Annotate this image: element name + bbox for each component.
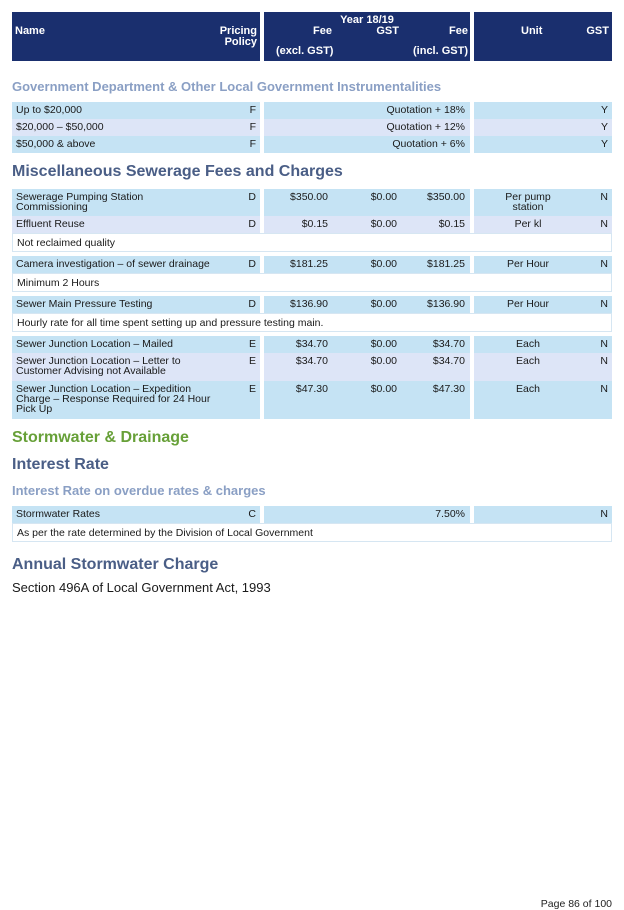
row-gst-amount: $0.00: [370, 258, 397, 270]
row-policy: E: [248, 338, 256, 350]
table-row: [12, 119, 612, 136]
row-gst-amount: $0.00: [370, 355, 397, 367]
row-fee-excl: $350.00: [290, 191, 328, 203]
row-gst-amount: $0.00: [370, 338, 397, 350]
row-fee: Quotation + 12%: [386, 121, 465, 133]
row-gst: N: [600, 218, 608, 230]
header-fee-excl-sub: (excl. GST): [276, 45, 334, 57]
row-fee-incl: $181.25: [427, 258, 465, 270]
row-gst: N: [600, 355, 608, 367]
row-gst: N: [600, 383, 608, 395]
row-policy: F: [249, 104, 256, 116]
note-text: As per the rate determined by the Division of Local Government: [17, 527, 313, 539]
row-gst: N: [600, 258, 608, 270]
row-name: $50,000 & above: [16, 138, 96, 150]
row-name-line2: Commissioning: [16, 201, 88, 213]
table-row: [12, 506, 612, 523]
row-policy: E: [248, 383, 256, 395]
row-gst-amount: $0.00: [370, 218, 397, 230]
row-unit: Each: [516, 355, 540, 367]
table-row: [12, 189, 612, 216]
row-name: Effluent Reuse: [16, 218, 85, 230]
row-unit: Per Hour: [506, 258, 549, 270]
row-fee-excl: $181.25: [290, 258, 328, 270]
note-effluent: [12, 233, 612, 252]
table-row: [12, 216, 612, 233]
row-gst: N: [600, 508, 608, 520]
row-unit-line2: station: [512, 201, 544, 213]
row-fee-excl: $47.30: [295, 383, 328, 395]
note-pressure: [12, 313, 612, 332]
row-gst-amount: $0.00: [370, 298, 397, 310]
table-row: [12, 381, 612, 419]
row-name: Sewerage Pumping Station: [16, 191, 144, 203]
row-name: Sewer Main Pressure Testing: [16, 298, 153, 310]
row-gst: N: [600, 191, 608, 203]
section-heading-interest: Interest Rate: [12, 456, 109, 473]
header-fee-excl: Fee: [313, 25, 332, 37]
header-fee-incl-sub: (incl. GST): [413, 45, 468, 57]
row-fee-incl: $34.70: [432, 355, 465, 367]
header-pricing-policy-2: Policy: [224, 36, 257, 48]
note-text: Minimum 2 Hours: [17, 277, 100, 289]
row-unit: Per pump: [505, 191, 551, 203]
row-fee-excl: $0.15: [301, 218, 328, 230]
table-row: [12, 296, 612, 313]
row-name: Stormwater Rates: [16, 508, 101, 520]
row-fee-incl: $0.15: [438, 218, 465, 230]
header-pricing-policy-1: Pricing: [219, 25, 257, 37]
row-name: Up to $20,000: [16, 104, 82, 116]
row-name-line2: Customer Advising not Available: [16, 365, 166, 377]
row-fee: Quotation + 18%: [386, 104, 465, 116]
row-policy: F: [249, 138, 256, 150]
header-unit-cell: [474, 12, 612, 61]
row-policy: D: [248, 191, 256, 203]
row-gst: Y: [600, 121, 608, 133]
row-gst: N: [600, 298, 608, 310]
row-policy: D: [248, 258, 256, 270]
note-text: Not reclaimed quality: [17, 237, 116, 249]
header-gst-amount: GST: [376, 25, 399, 37]
header-gst: GST: [586, 25, 609, 37]
row-policy: F: [249, 121, 256, 133]
section-heading-annual-stormwater: Annual Stormwater Charge: [12, 556, 219, 573]
row-gst: N: [600, 338, 608, 350]
row-unit: Each: [516, 338, 540, 350]
row-gst-amount: $0.00: [370, 383, 397, 395]
row-gst: Y: [600, 138, 608, 150]
row-unit: Per kl: [514, 218, 542, 230]
row-fee-excl: $136.90: [290, 298, 328, 310]
note-stormwater: [12, 523, 612, 542]
row-fee: 7.50%: [435, 508, 465, 520]
table-row: [12, 353, 612, 381]
row-fee-incl: $47.30: [432, 383, 465, 395]
row-policy: E: [248, 355, 256, 367]
row-fee-incl: $136.90: [427, 298, 465, 310]
row-unit: Each: [516, 383, 540, 395]
row-name: Sewer Junction Location – Letter to: [16, 355, 181, 367]
header-unit: Unit: [521, 25, 543, 37]
section-heading-government: Government Department & Other Local Government Instrumentalities: [12, 79, 442, 94]
row-name-line2: Charge – Response Required for 24 Hour: [16, 393, 211, 405]
row-fee-incl: $350.00: [427, 191, 465, 203]
header-name: Name: [15, 25, 45, 37]
row-name: Camera investigation – of sewer drainage: [16, 258, 210, 270]
section-heading-sewerage: Miscellaneous Sewerage Fees and Charges: [12, 163, 343, 180]
row-name-line3: Pick Up: [16, 403, 53, 415]
header-fees-cell: [264, 12, 470, 61]
row-name: Sewer Junction Location – Mailed: [16, 338, 174, 350]
row-fee-incl: $34.70: [432, 338, 465, 350]
section-heading-stormwater: Stormwater & Drainage: [12, 429, 189, 446]
annual-stormwater-text: Section 496A of Local Government Act, 1993: [12, 580, 271, 595]
table-row: [12, 336, 612, 353]
row-name: $20,000 – $50,000: [16, 121, 104, 133]
subheading-interest-overdue: Interest Rate on overdue rates & charges: [12, 483, 266, 498]
row-unit: Per Hour: [506, 298, 549, 310]
row-fee-excl: $34.70: [295, 355, 328, 367]
page-number: Page 86 of 100: [540, 898, 612, 910]
row-gst: Y: [600, 104, 608, 116]
row-policy: D: [248, 298, 256, 310]
header-name-cell: [12, 12, 260, 61]
header-fee-incl: Fee: [449, 25, 468, 37]
row-name: Sewer Junction Location – Expedition: [16, 383, 192, 395]
header-year: Year 18/19: [340, 14, 394, 26]
note-camera: [12, 273, 612, 292]
row-fee-excl: $34.70: [295, 338, 328, 350]
note-text: Hourly rate for all time spent setting up and pressure testing main.: [17, 317, 324, 329]
row-policy: C: [248, 508, 256, 520]
table-row: [12, 102, 612, 119]
table-row: [12, 256, 612, 273]
row-gst-amount: $0.00: [370, 191, 397, 203]
table-row: [12, 136, 612, 153]
row-fee: Quotation + 6%: [392, 138, 465, 150]
row-policy: D: [248, 218, 256, 230]
